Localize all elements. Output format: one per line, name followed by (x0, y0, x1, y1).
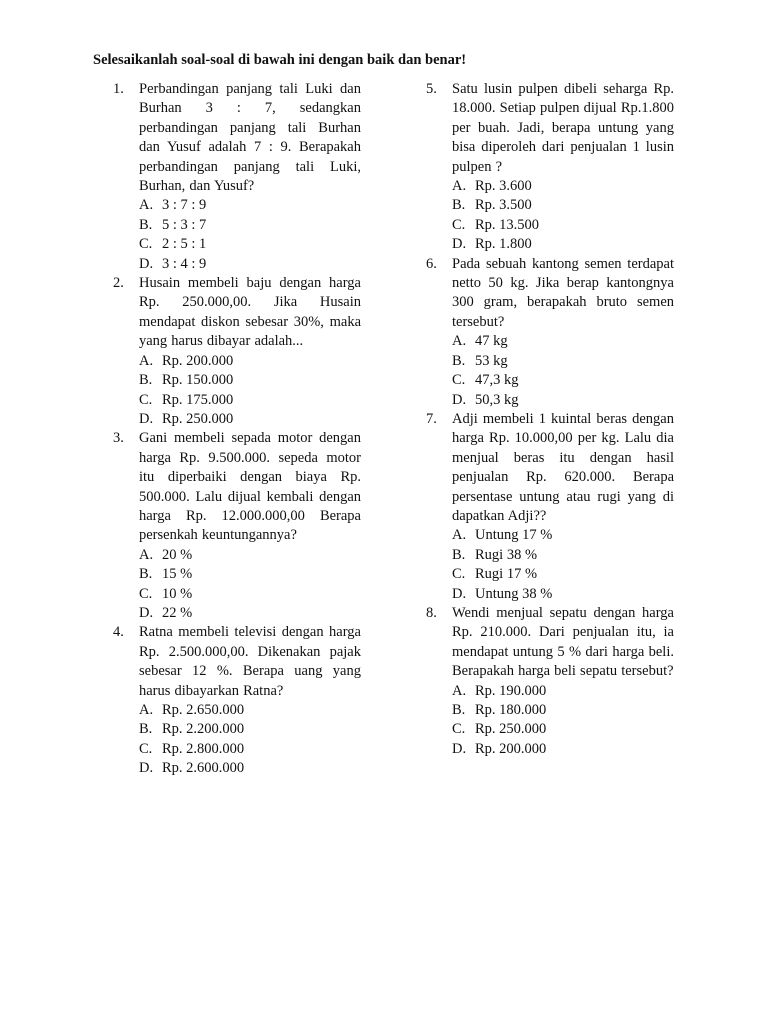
option-text: Rp. 175.000 (162, 391, 234, 408)
answer-option-a (139, 546, 361, 565)
question-text: Adji membeli 1 kuintal beras dengan harga Rp. 10.000,00 per kg. Lalu dia menjual beras itu dengan hasil penjualan Rp. 620.000. Berapa persentase untung atau rugi yang di dapatkan Adji?? (452, 410, 674, 524)
answer-option-c (452, 565, 674, 584)
option-letter: D. (452, 740, 467, 757)
question-6 (415, 255, 674, 410)
answer-option-b (452, 546, 674, 565)
option-letter: C. (452, 372, 466, 389)
question-text: Wendi menjual sepatu dengan harga Rp. 210.000. Dari penjualan itu, ia mendapat untung 5 % dari harga beli. Berapakah harga beli sepatu tersebut? (452, 604, 674, 680)
option-text: 20 % (162, 546, 193, 563)
question-text: Pada sebuah kantong semen terdapat netto 50 kg. Jika berap kantongnya 300 gram, berapakah bruto semen tersebut? (452, 255, 674, 330)
option-letter: A. (452, 178, 467, 195)
option-letter: B. (139, 216, 153, 233)
option-text: 3 : 4 : 9 (162, 255, 207, 272)
option-text: Rp. 190.000 (475, 682, 547, 699)
question-3 (102, 429, 361, 623)
question-text: Husain membeli baju dengan harga Rp. 250.000,00. Jika Husain mendapat diskon sebesar 30%, maka yang harus dibayar adalah... (139, 275, 361, 350)
answer-options (139, 352, 361, 430)
answer-option-d (139, 604, 361, 623)
answer-option-c (452, 720, 674, 739)
option-text: 3 : 7 : 9 (162, 197, 207, 214)
option-letter: A. (139, 352, 154, 369)
question-2 (102, 274, 361, 429)
question-7 (415, 410, 674, 604)
option-letter: A. (452, 527, 467, 544)
answer-option-b (139, 565, 361, 584)
option-letter: B. (139, 372, 153, 389)
question-number: 4. (113, 624, 124, 641)
option-letter: D. (139, 410, 154, 427)
answer-option-a (452, 332, 674, 351)
option-letter: C. (139, 740, 153, 757)
option-text: 47 kg (475, 333, 508, 350)
option-letter: A. (139, 702, 154, 718)
option-letter: B. (139, 721, 153, 738)
option-text: Rp. 2.200.000 (162, 721, 245, 738)
option-text: Rp. 3.600 (475, 178, 532, 195)
question-4 (102, 623, 361, 778)
question-number: 1. (113, 81, 124, 97)
question-number: 7. (426, 410, 437, 427)
option-text: Rp. 200.000 (162, 352, 234, 369)
option-letter: B. (452, 546, 466, 563)
option-letter: A. (452, 333, 467, 350)
answer-option-b (452, 701, 674, 720)
option-letter: C. (452, 216, 466, 233)
answer-option-c (139, 391, 361, 410)
option-letter: D. (452, 391, 467, 408)
option-text: 15 % (162, 566, 193, 583)
answer-options (139, 546, 361, 624)
option-text: Rp. 150.000 (162, 372, 234, 389)
option-text: Rp. 13.500 (475, 216, 540, 233)
option-text: Rp. 3.500 (475, 197, 532, 214)
option-text: Rugi 17 % (475, 566, 538, 583)
answer-option-b (139, 216, 361, 235)
option-text: Rp. 250.000 (162, 410, 234, 427)
answer-options (139, 701, 361, 779)
option-letter: D. (452, 585, 467, 602)
answer-options (139, 196, 361, 274)
answer-option-d (452, 235, 674, 254)
answer-option-b (452, 196, 674, 215)
option-text: Rp. 2.650.000 (162, 702, 245, 718)
option-text: 53 kg (475, 352, 508, 369)
option-text: Rp. 2.600.000 (162, 760, 245, 777)
question-8 (415, 604, 674, 759)
answer-option-c (139, 740, 361, 759)
question-number: 2. (113, 275, 124, 292)
option-text: Untung 17 % (475, 527, 553, 544)
option-letter: B. (452, 702, 466, 718)
question-1 (102, 80, 361, 274)
question-number: 5. (426, 81, 437, 97)
option-text: 47,3 kg (475, 372, 519, 389)
question-number: 3. (113, 430, 124, 447)
option-text: Rp. 200.000 (475, 740, 547, 757)
answer-option-a (452, 682, 674, 701)
answer-option-b (139, 371, 361, 390)
left-column (102, 80, 362, 779)
option-text: Rp. 180.000 (475, 702, 547, 718)
option-letter: A. (139, 546, 154, 563)
answer-option-a (452, 177, 674, 196)
option-text: Rp. 250.000 (475, 721, 547, 738)
answer-options (452, 682, 674, 760)
option-text: 2 : 5 : 1 (162, 236, 207, 253)
option-letter: C. (139, 585, 153, 602)
option-letter: C. (139, 391, 153, 408)
answer-options (452, 526, 674, 604)
option-text: 10 % (162, 585, 193, 602)
option-letter: D. (139, 760, 154, 777)
answer-option-d (452, 391, 674, 410)
option-text: Rp. 1.800 (475, 236, 532, 253)
option-letter: C. (452, 566, 466, 583)
answer-option-a (139, 352, 361, 371)
answer-option-d (139, 255, 361, 274)
option-letter: B. (452, 197, 466, 214)
question-number: 8. (426, 604, 437, 621)
option-letter: D. (139, 255, 154, 272)
answer-option-d (139, 410, 361, 429)
option-letter: A. (452, 682, 467, 699)
question-text: Ratna membeli televisi dengan harga Rp. 2.500.000,00. Dikenakan pajak sebesar 12 %. Berapa uang yang harus dibayarkan Ratna? (139, 624, 361, 699)
option-letter: D. (452, 236, 467, 253)
option-text: 22 % (162, 604, 193, 621)
answer-option-a (452, 526, 674, 545)
option-letter: C. (452, 721, 466, 738)
option-text: 50,3 kg (475, 391, 519, 408)
answer-option-c (452, 216, 674, 235)
option-letter: B. (452, 352, 466, 369)
option-text: Untung 38 % (475, 585, 553, 602)
answer-option-a (139, 196, 361, 215)
option-letter: D. (139, 604, 154, 621)
question-text: Gani membeli sepada motor dengan harga Rp. 9.500.000. sepeda motor itu diperbaiki dengan biaya Rp. 500.000. Lalu dijual kembali dengan harga Rp. 12.000.000,00 Berapa persenkah keuntungannya? (139, 430, 361, 544)
option-letter: B. (139, 566, 153, 583)
answer-option-a (139, 701, 361, 720)
right-column (415, 80, 675, 759)
answer-option-d (452, 585, 674, 604)
question-text: Perbandingan panjang tali Luki dan Burhan 3 : 7, sedangkan perbandingan panjang tali Burhan dan Yusuf adalah 7 : 9. Berapakah perbandingan panjang tali Luki, Burhan, dan Yusuf? (139, 81, 361, 195)
option-letter: C. (139, 236, 153, 253)
question-text: Satu lusin pulpen dibeli seharga Rp. 18.000. Setiap pulpen dijual Rp.1.800 per buah. Jadi, berapa untung yang bisa diperoleh dari penjualan 1 lusin pulpen ? (452, 81, 674, 175)
option-letter: A. (139, 197, 154, 214)
question-5 (415, 80, 674, 255)
answer-option-c (139, 585, 361, 604)
answer-option-b (452, 352, 674, 371)
answer-options (452, 332, 674, 410)
answer-option-c (139, 235, 361, 254)
answer-option-b (139, 720, 361, 739)
option-text: Rugi 38 % (475, 546, 538, 563)
answer-options (452, 177, 674, 255)
answer-option-c (452, 371, 674, 390)
answer-option-d (139, 759, 361, 778)
option-text: 5 : 3 : 7 (162, 216, 207, 233)
question-number: 6. (426, 255, 437, 272)
option-text: Rp. 2.800.000 (162, 740, 245, 757)
instruction-heading: Selesaikanlah soal-soal di bawah ini dengan baik dan benar! (93, 52, 467, 68)
answer-option-d (452, 740, 674, 759)
